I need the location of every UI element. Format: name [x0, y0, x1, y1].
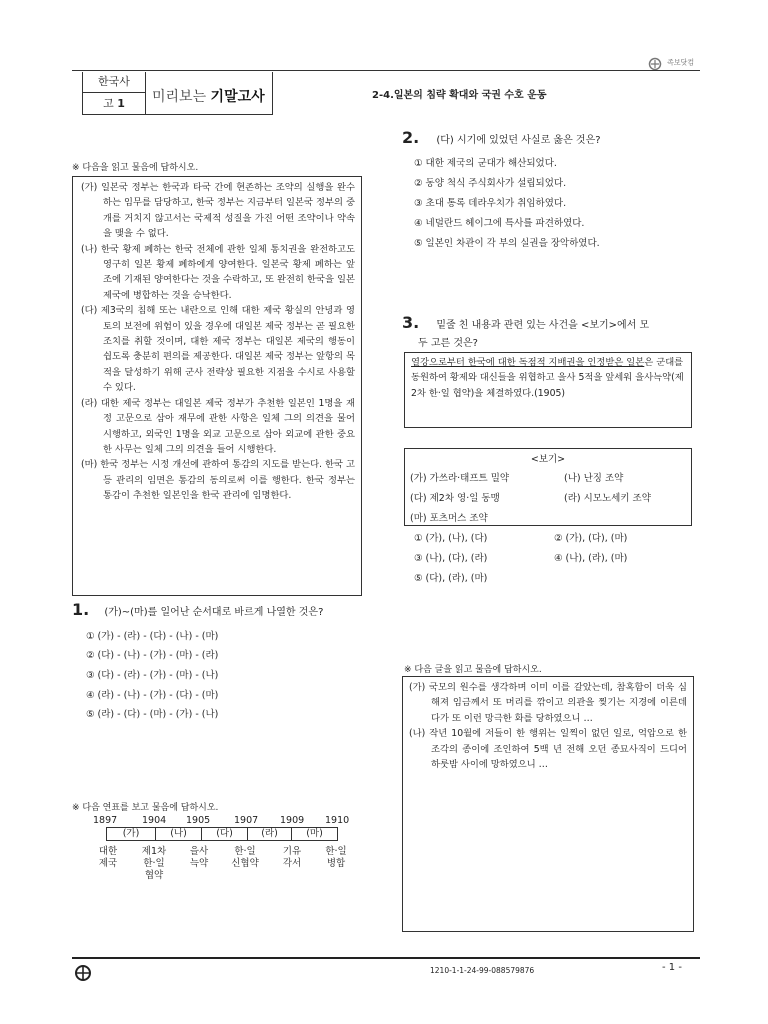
timeline-year: 1909 [280, 815, 305, 826]
passage-box-1 [72, 176, 362, 596]
publisher-logo-icon [72, 964, 94, 982]
timeline-event-line: 병합 [326, 858, 346, 869]
footer-rule [72, 957, 700, 959]
timeline-period: (가) [106, 827, 156, 841]
passage-text: 대한 제국 정부는 대일본 제국 정부가 추천한 일본인 1명을 재정 고문으로 삼아 재무에 관한 사항은 일체 그의 의견을 물어 시행하고, 외국인 1명을 외교 고문으로 삼아 외교에 관한 중요한 사무는 일체 그의 의견을 들어 시행한다. [97, 397, 355, 455]
passage-box-2 [402, 676, 694, 932]
exam-title [152, 86, 265, 106]
passage-label: (가) [81, 182, 98, 193]
timeline-period: (라) [248, 827, 292, 841]
timeline-event-line: 을사 [189, 846, 209, 857]
q2-option-4[interactable]: ④ 네덜란드 헤이그에 특사를 파견하였다. [414, 218, 585, 229]
publisher-logo-icon [648, 56, 662, 70]
passage-label: (다) [81, 305, 98, 317]
grade-label [83, 93, 145, 114]
passage-text: 한국 황제 폐하는 한국 전체에 관한 일체 통치권을 완전하고도 영구히 일본 황제 폐하에게 양여한다. 일본국 황제 폐하는 앞 조에 기재된 양여한다는 것을 수락하고, 또 완전히 한국을 일본제국에 병합하는 것을 승낙한다. [97, 243, 355, 301]
timeline-event [318, 846, 354, 870]
q1-option-4[interactable]: ④ (라) - (나) - (가) - (다) - (마) [86, 690, 219, 701]
subject-box [82, 72, 146, 115]
question-3 [402, 313, 649, 332]
timeline-period: (다) [202, 827, 248, 841]
header-rule [72, 70, 700, 71]
question-text: (가)~(마)를 일어난 순서대로 바르게 나열한 것은? [104, 607, 324, 618]
passage2-ga [409, 680, 687, 726]
passage-label: (마) [81, 459, 98, 471]
subject-label: 한국사 [83, 72, 145, 93]
question-text: (다) 시기에 있었던 사실로 옳은 것은? [436, 135, 601, 146]
timeline-event-line: 신협약 [231, 858, 259, 869]
q1-option-2[interactable]: ② (다) - (나) - (가) - (마) - (라) [86, 650, 219, 661]
timeline-event-line: 각서 [282, 858, 302, 869]
publisher-logo [648, 52, 698, 66]
passage-ga [81, 180, 355, 242]
timeline-event-line: 한·일 [143, 858, 165, 869]
passage2-na [409, 726, 687, 772]
q1-option-3[interactable]: ③ (다) - (라) - (가) - (마) - (나) [86, 670, 219, 681]
q2-option-3[interactable]: ③ 초대 통록 데라우치가 취임하였다. [414, 198, 567, 209]
timeline-event-line: 한·일 [325, 846, 347, 857]
timeline-event-line: 협약 [144, 870, 164, 881]
q2-option-5[interactable]: ⑤ 일본인 차관이 각 부의 실권을 장악하였다. [414, 238, 600, 249]
exam-title-box [144, 72, 273, 115]
passage-text: 국모의 원수를 생각하며 이미 이를 갈았는데, 참혹함이 더욱 심해져 임금께서 또 머리를 깎이고 의관을 찢기는 지경에 이른데다가 또 이런 망극한 화를 당하였으니 … [425, 682, 687, 724]
timeline-event [90, 846, 126, 870]
timeline-period: (나) [156, 827, 202, 841]
timeline-event-line: 대한 [98, 846, 118, 857]
page-number: - 1 - [662, 962, 682, 973]
question-text: 밑줄 친 내용과 관련 있는 사건을 <보기>에서 모 [436, 320, 650, 331]
q1-option-5[interactable]: ⑤ (라) - (다) - (마) - (가) - (나) [86, 709, 219, 720]
instruction-3: ※ 다음 글을 읽고 물음에 답하시오. [404, 665, 542, 675]
passage-label: (라) [81, 397, 98, 409]
timeline-event-line: 제국 [98, 858, 118, 869]
q3-option-3[interactable]: ③ (나), (다), (라) [414, 553, 488, 564]
timeline-period: (마) [292, 827, 338, 841]
passage-na [81, 242, 355, 304]
exam-title-light: 미리보는 [152, 89, 211, 105]
passage-label: (가) [409, 682, 426, 693]
grade-number: 1 [117, 97, 125, 110]
bogi-item: (라) 시모노세키 조약 [564, 493, 651, 504]
timeline-bar [92, 827, 346, 841]
bogi-item: (나) 난징 조약 [564, 473, 624, 484]
passage-label: (나) [409, 728, 426, 740]
timeline-event [180, 846, 218, 870]
chapter-title: 2-4.일본의 침략 확대와 국권 수호 운동 [372, 90, 547, 101]
passage-text: 일본국 정부는 한국과 타국 간에 현존하는 조약의 실행을 완수하는 임무를 담당하고, 한국 정부는 지금부터 일본국 정부의 중개를 거치지 않고서는 국제적 성질을 가진 어떤 조약이나 약속을 맺을 수 없다. [97, 182, 355, 240]
passage-text: 한국 정부는 시정 개선에 관하여 통감의 지도를 받는다. 한국 고등 관리의 임면은 통감의 동의로써 이를 행한다. 한국 정부는 통감이 추천한 일본인을 한국 관리에 임명한다. [97, 459, 355, 502]
timeline-event-line: 기유 [282, 846, 302, 857]
q3-option-1[interactable]: ① (가), (나), (다) [414, 533, 488, 544]
exam-title-bold: 기말고사 [210, 89, 265, 105]
question-number: 2. [402, 128, 420, 147]
q3-option-5[interactable]: ⑤ (다), (라), (마) [414, 573, 488, 584]
timeline-event-line: 제1차 [141, 846, 167, 857]
timeline-year: 1905 [186, 815, 211, 826]
timeline-year: 1907 [234, 815, 259, 826]
publisher-name: 족보닷컴 [667, 58, 695, 67]
question-1 [72, 600, 323, 619]
grade-prefix: 고 [103, 97, 114, 110]
q3-option-4[interactable]: ④ (나), (라), (마) [554, 553, 628, 564]
question-2 [402, 128, 601, 147]
bogi-item: (가) 가쓰라·태프트 밀약 [410, 473, 510, 484]
passage-label: (나) [81, 243, 98, 255]
question-number: 3. [402, 313, 420, 332]
question-number: 1. [72, 600, 90, 619]
q2-option-2[interactable]: ② 동양 척식 주식회사가 설립되었다. [414, 178, 567, 189]
timeline-year: 1904 [142, 815, 167, 826]
timeline-year: 1897 [93, 815, 118, 826]
q3-passage-box [404, 352, 692, 428]
underlined-text: 열강으로부터 한국에 대한 독점적 지배권을 인정받은 일본 [411, 357, 645, 368]
q2-option-1[interactable]: ① 대한 제국의 군대가 해산되었다. [414, 158, 557, 169]
bogi-item: (다) 제2차 영·일 동맹 [410, 493, 500, 504]
timeline-event [134, 846, 174, 882]
document-code: 1210-1-1-24-99-088579876 [430, 966, 535, 975]
question-text-line2: 두 고른 것은? [418, 338, 478, 349]
bogi-title: <보기> [530, 454, 566, 465]
q3-passage [411, 355, 685, 401]
timeline-event-line: 늑약 [189, 858, 209, 869]
timeline-year: 1910 [325, 815, 350, 826]
timeline-event-line: 한·일 [234, 846, 256, 857]
passage-text: 제3국의 침해 또는 내란으로 인해 대한 제국 황실의 안녕과 영토의 보전에 위험이 있을 경우에 대일본 제국 정부는 곧 필요한 조치를 취할 것이며, 대한 제국 정부는 대일본 제국의 행동이 쉽도록 충분히 편의를 제공한다. 대일본 제국 정부는 앞항의 목적을 달성하기 위해 군사 전략상 필요한 지점을 수시로 사용할 수 있다. [97, 305, 355, 394]
timeline-event [222, 846, 268, 870]
passage-da [81, 303, 355, 395]
instruction-1: ※ 다음을 읽고 물음에 답하시오. [72, 163, 199, 173]
q1-option-1[interactable]: ① (가) - (라) - (다) - (나) - (마) [86, 631, 219, 642]
passage-ra [81, 396, 355, 458]
passage-ma [81, 457, 355, 503]
passage-text: 작년 10월에 저들이 한 행위는 일찍이 없던 일로, 억압으로 한 조각의 종이에 조인하여 5백 년 전해 오던 종묘사직이 드디어 하룻밤 사이에 망하였으니 … [425, 728, 687, 771]
instruction-2: ※ 다음 연표를 보고 물음에 답하시오. [72, 803, 219, 813]
passage-text: 은 군대를 동원하여 황제와 대신들을 위협하고 을사 5적을 앞세워 을사늑약(제2차 한·일 협약)을 체결하였다.(1905) [411, 357, 684, 399]
timeline-event [274, 846, 310, 870]
bogi-item: (마) 포츠머스 조약 [410, 513, 488, 524]
q3-option-2[interactable]: ② (가), (다), (마) [554, 533, 628, 544]
